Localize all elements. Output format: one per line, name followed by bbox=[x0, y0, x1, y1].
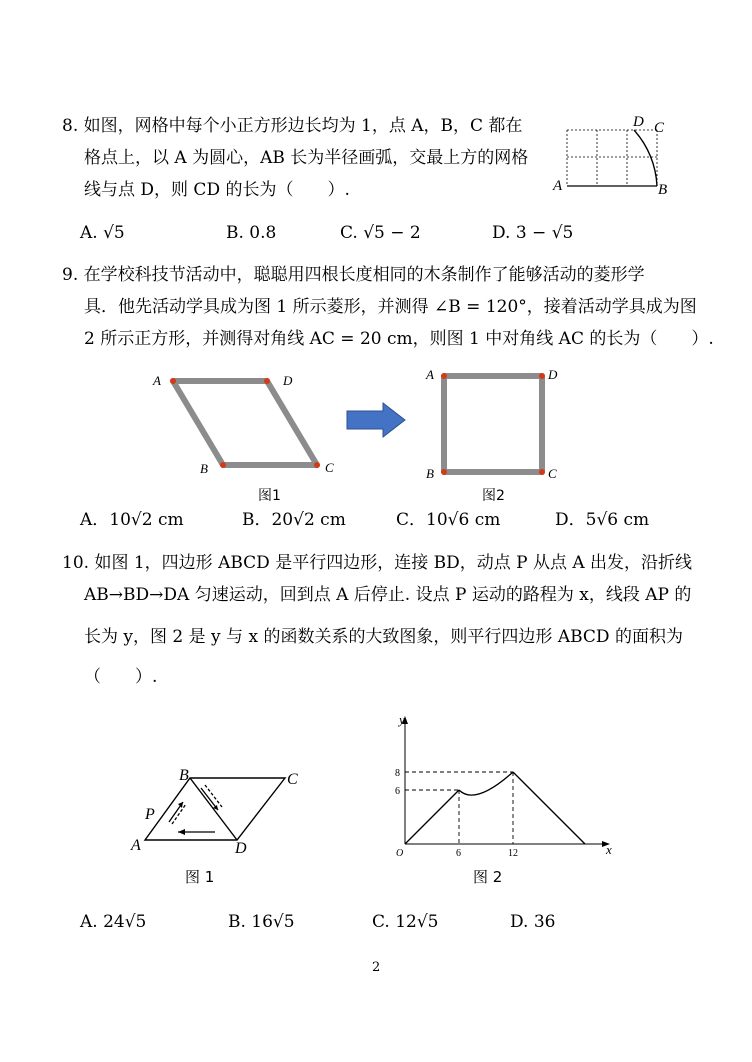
q8-line-2: 格点上，以 A 为圆心，AB 长为半径画弧，交最上方的网格 bbox=[84, 148, 529, 168]
q10-graph-x-axis-label: x bbox=[606, 842, 612, 857]
q9-arrow-icon bbox=[345, 402, 407, 438]
q9-option-c: C．10√6 cm bbox=[396, 510, 501, 530]
q8-option-c: C. √5 − 2 bbox=[340, 223, 421, 243]
q10-fig1-label-p: P bbox=[145, 806, 155, 823]
q10-graph-y-axis-label: y bbox=[399, 712, 405, 727]
q10-function-graph bbox=[370, 708, 620, 858]
q8-option-a: A. √5 bbox=[80, 223, 125, 243]
q9-option-b: B．20√2 cm bbox=[242, 510, 346, 530]
q8-label-d: D bbox=[633, 114, 644, 130]
q8-option-d: D. 3 − √5 bbox=[492, 223, 574, 243]
q9-fig1-label-a: A bbox=[153, 373, 161, 388]
q9-fig1-label-c: C bbox=[325, 460, 334, 475]
q8-label-b: B bbox=[658, 182, 668, 198]
q10-fig1-label-a: A bbox=[131, 837, 141, 854]
q10-line-1: 10. 如图 1，四边形 ABCD 是平行四边形，连接 BD，动点 P 从点 A 出发，沿折线 bbox=[62, 553, 693, 573]
q10-graph-tick-x12: 12 bbox=[508, 848, 518, 859]
q8-grid-figure bbox=[550, 110, 680, 205]
q10-fig1-caption: 图 1 bbox=[185, 868, 215, 886]
q8-option-b: B. 0.8 bbox=[226, 223, 277, 243]
q10-option-c: C. 12√5 bbox=[372, 912, 439, 932]
q10-line-2: AB→BD→DA 匀速运动，回到点 A 后停止. 设点 P 运动的路程为 x，线段 AP 的 bbox=[84, 585, 692, 605]
q10-fig1-label-b: B bbox=[179, 767, 189, 784]
q9-fig2-label-a: A bbox=[426, 367, 434, 382]
q9-fig2-label-c: C bbox=[548, 466, 557, 481]
q9-fig1-label-b: B bbox=[200, 461, 208, 476]
q10-line-4: （ ）. bbox=[84, 667, 158, 687]
q9-option-a: A．10√2 cm bbox=[80, 510, 184, 530]
q9-fig2-label-b: B bbox=[426, 466, 434, 481]
q8-label-a: A bbox=[553, 178, 563, 194]
page-number: 2 bbox=[372, 960, 381, 975]
q10-parallelogram-figure bbox=[125, 760, 305, 860]
q10-option-b: B. 16√5 bbox=[228, 912, 295, 932]
q9-option-d: D．5√6 cm bbox=[555, 510, 650, 530]
q10-fig2-caption: 图 2 bbox=[473, 868, 503, 886]
q10-line-3: 长为 y，图 2 是 y 与 x 的函数关系的大致图象，则平行四边形 ABCD 的面积为 bbox=[84, 627, 683, 647]
q10-graph-origin-label: O bbox=[396, 848, 404, 859]
q9-fig1-caption: 图1 bbox=[258, 488, 281, 504]
q9-line-2: 具．他先活动学具成为图 1 所示菱形，并测得 ∠B = 120°，接着活动学具成为图 bbox=[84, 297, 697, 317]
q9-square-figure bbox=[420, 362, 570, 480]
q10-fig1-label-d: D bbox=[235, 840, 247, 857]
q9-rhombus-figure bbox=[145, 365, 345, 485]
q10-option-a: A. 24√5 bbox=[80, 912, 147, 932]
q9-fig2-caption: 图2 bbox=[482, 488, 505, 504]
q10-graph-tick-y8: 8 bbox=[395, 768, 400, 779]
q8-line-1: 8. 如图，网格中每个小正方形边长均为 1，点 A，B，C 都在 bbox=[62, 116, 523, 136]
q10-option-d: D. 36 bbox=[510, 912, 556, 932]
q10-graph-tick-y6: 6 bbox=[395, 786, 400, 797]
q9-fig1-label-d: D bbox=[283, 373, 293, 388]
q9-line-1: 9. 在学校科技节活动中，聪聪用四根长度相同的木条制作了能够活动的菱形学 bbox=[62, 265, 645, 285]
q10-graph-tick-x6: 6 bbox=[456, 848, 461, 859]
q10-fig1-label-c: C bbox=[287, 771, 298, 788]
q8-label-c: C bbox=[654, 120, 665, 136]
q9-fig2-label-d: D bbox=[548, 367, 558, 382]
q9-line-3: 2 所示正方形，并测得对角线 AC = 20 cm，则图 1 中对角线 AC 的长为（ ）. bbox=[84, 329, 714, 349]
q8-line-3: 线与点 D，则 CD 的长为（ ）. bbox=[84, 180, 350, 200]
